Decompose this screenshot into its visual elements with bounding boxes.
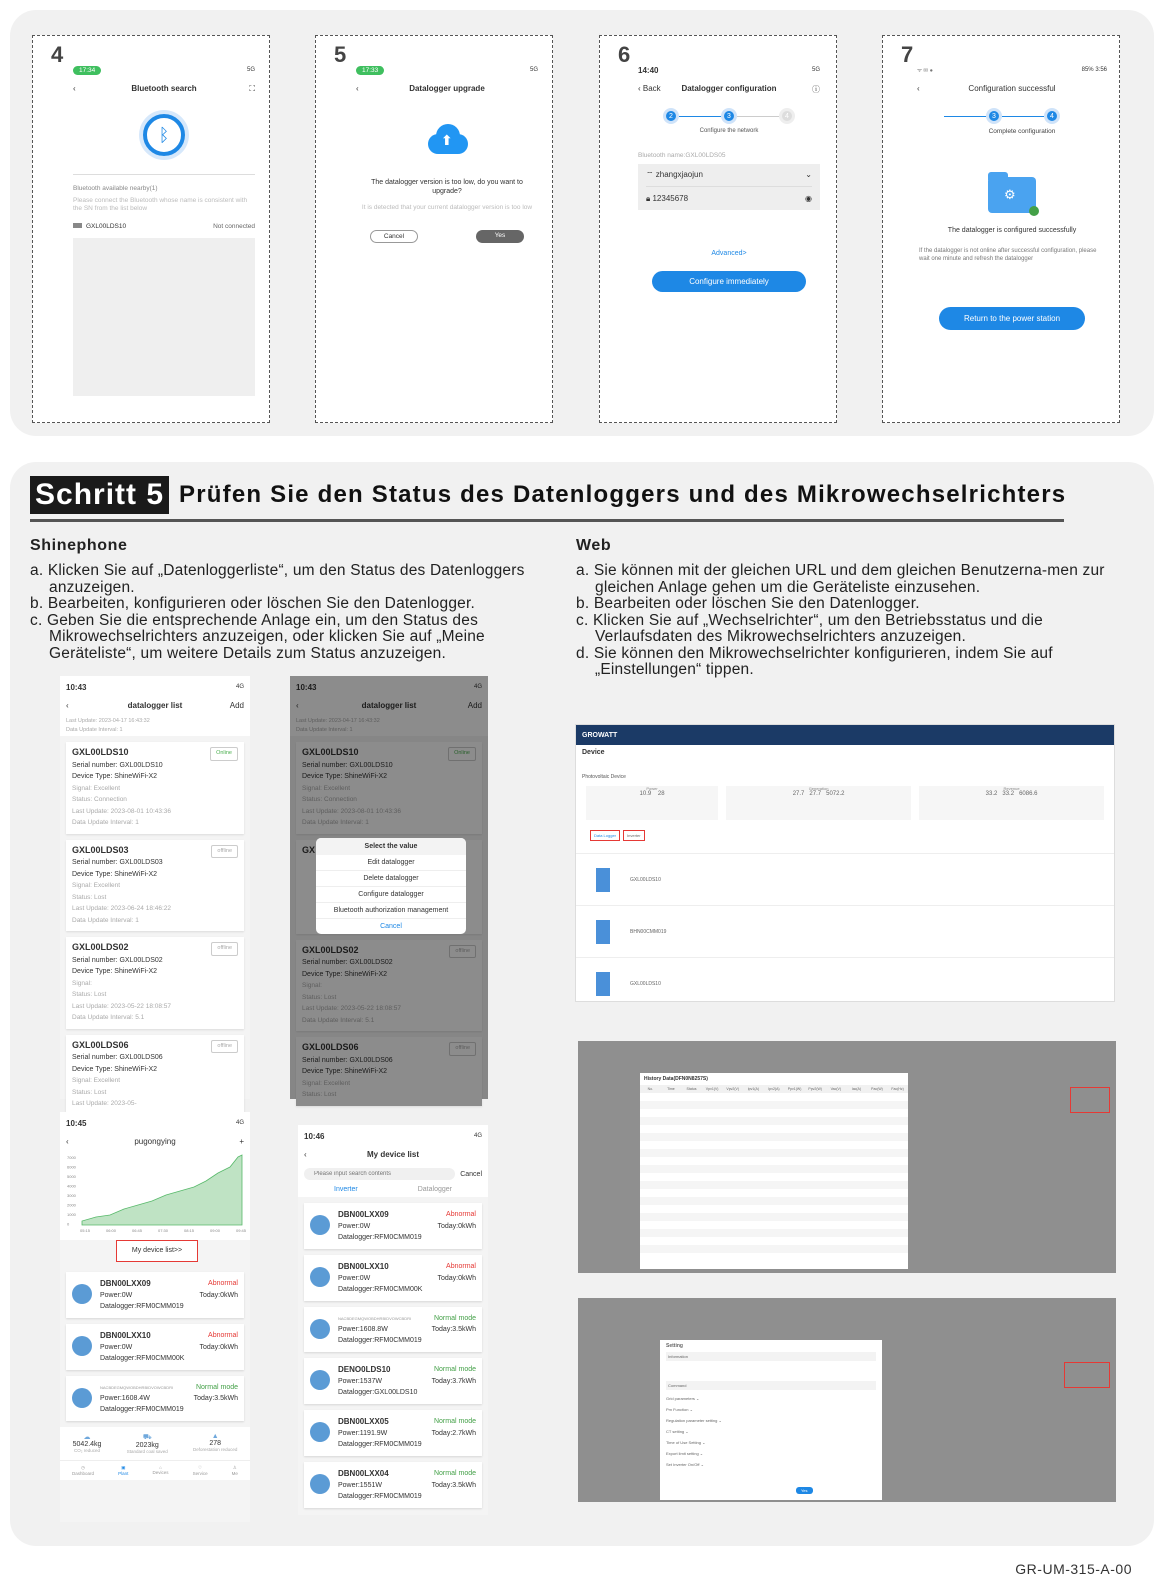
config-successful-screen: ᯤ ✉ ● 85% 3:56 ‹ Configuration successful 3 4 Complete configuration ⚙ The datalogger is configured successfully If the datalogger is not online after successful configuration, please wait one minute and refresh the datalogger Return to the power station — [917, 64, 1107, 330]
column-header: Time — [667, 1087, 675, 1091]
revenue-stats: Revenue 33.2 33.2 6086.6 — [919, 786, 1104, 820]
web-header — [576, 725, 1114, 745]
web-history-page — [578, 1041, 1116, 1273]
datalogger-card[interactable]: offline GXL00LDS03 Serial number: GXL00LDS03 Device Type: ShineWiFi-X2 Signal: Excellent Status: Lost Last Update: 2023-06-24 18:46:22 Data Update Interval: 1 — [66, 840, 244, 932]
setting-dialog: Setting Information Command Grid parameters ⌄ Pm Function ⌄ Regulation parameter setting ⌄ CT setting ⌄ Time of Use Setting ⌄ Export limit setting ⌄ Set Inverter On/Off ⌄ Yes — [660, 1340, 882, 1500]
x-tick-label: 06:45 — [132, 1228, 143, 1233]
advanced-link[interactable]: Advanced> — [711, 250, 747, 257]
datalogger-icon — [596, 920, 610, 944]
status-text: Abnormal — [208, 1332, 238, 1339]
setting-field[interactable]: Grid parameters ⌄ — [666, 1396, 700, 1401]
status-badge: offline — [211, 1040, 238, 1054]
step-dot-pending: 4 — [779, 108, 795, 124]
dialog-title: Select the value — [316, 838, 466, 855]
add-button[interactable]: Add — [229, 701, 244, 710]
yes-button[interactable]: Yes — [796, 1487, 813, 1494]
device-card[interactable]: NACBDEGMQWOBDHRBIDVOWCBDRI Normal mode Power:1608.8W Today:3.5kWh Datalogger:RFM0CMM019 — [304, 1307, 482, 1352]
device-card[interactable]: DBN00LXX09 Abnormal Power:0W Today:0kWh Datalogger:RFM0CMM019 — [66, 1272, 244, 1318]
tab-dashboard[interactable]: ◷ Dashboard — [72, 1465, 95, 1476]
back-icon[interactable]: ‹ — [66, 1137, 69, 1146]
step-number: 4 — [51, 42, 64, 67]
bluetooth-name: Bluetooth name:GXL00LDS05 — [638, 152, 726, 159]
web-heading: Web — [576, 537, 612, 554]
battery: 85% — [1081, 67, 1094, 73]
edit-datalogger-option[interactable]: Edit datalogger — [316, 855, 466, 871]
back-icon[interactable]: ‹ — [66, 701, 69, 710]
instruction-b: b. Bearbeiten, konfigurieren oder löschen Sie den Datenlogger. — [30, 595, 475, 612]
wifi-icon: ⌔ — [646, 170, 656, 179]
x-tick-label: 05:15 — [80, 1228, 91, 1233]
web-device-row[interactable]: BHN00CMM019 — [576, 905, 1114, 957]
time: 10:43 — [296, 682, 317, 692]
step-number: 5 — [334, 42, 347, 67]
dialog-cancel-button[interactable]: Cancel — [380, 923, 402, 930]
history-table-body — [640, 1093, 908, 1261]
column-header: Ipv2(A) — [768, 1087, 780, 1091]
y-tick-label: 1000 — [67, 1212, 76, 1217]
step-number: 7 — [901, 42, 914, 67]
screen-title: Bluetooth search — [131, 84, 197, 93]
y-tick-label: 4000 — [67, 1183, 76, 1189]
inverter-icon — [72, 1336, 92, 1356]
stats-row — [586, 786, 1104, 820]
device-card[interactable]: DBN00LXX09 Abnormal Power:0W Today:0kWh Datalogger:RFM0CMM019 — [304, 1203, 482, 1249]
time: 3:56 — [1095, 67, 1107, 73]
bluetooth-icon: ᛒ — [143, 114, 185, 156]
step-label: Complete configuration — [988, 128, 1056, 135]
tab-data-logger[interactable]: Data Logger — [590, 830, 620, 841]
screen-title: Datalogger configuration — [681, 84, 777, 93]
step-6-frame — [599, 35, 837, 423]
status-badge: offline — [211, 942, 238, 956]
web-setting-page — [578, 1298, 1116, 1502]
setting-title: Setting — [666, 1343, 683, 1349]
section-heading — [30, 476, 1066, 514]
select-value-dialog — [316, 838, 466, 934]
x-tick-label: 06:00 — [106, 1228, 117, 1233]
datalogger-icon — [596, 868, 610, 892]
datalogger-config-screen — [638, 64, 820, 292]
time: 10:45 — [66, 1118, 87, 1128]
status-text: Normal mode — [195, 1384, 238, 1391]
cancel-button[interactable]: Cancel — [370, 230, 418, 243]
web-device-row[interactable]: GXL00LDS10 — [576, 853, 1114, 905]
history-dialog — [640, 1073, 908, 1269]
tab-plant[interactable]: ▣ Plant — [118, 1465, 129, 1476]
instruction-c: c. Geben Sie die entsprechende Anlage ein, um den Status des Mikrowechselrichters anzuzeigen, oder klicken Sie auf „Meine Geräteliste“, um weitere Details zum Status anzuzeigen. — [30, 611, 485, 662]
time: 14:40 — [638, 65, 659, 75]
column-header: Ppv2(W) — [808, 1087, 822, 1091]
datalogger-icon — [596, 972, 610, 996]
screen-title: My device list — [366, 1150, 420, 1159]
logger-name: GXL00LDS10 — [72, 747, 129, 757]
device-card[interactable]: DBN00LXX05 Normal mode Power:1191.9W Today:2.7kWh Datalogger:RFM0CMM019 — [304, 1410, 482, 1456]
logger-name: GXL00LDS06 — [72, 1039, 129, 1050]
yes-button[interactable]: Yes — [476, 230, 524, 243]
column-header: No. — [647, 1087, 654, 1091]
inverter-icon — [310, 1370, 330, 1390]
stat-item: ▲ 278 Deforestation reduced — [193, 1433, 238, 1452]
inverter-icon — [310, 1319, 330, 1339]
web-device-row[interactable]: GXL00LDS10 — [576, 957, 1114, 1009]
heading-rule — [30, 519, 1064, 522]
setting-highlight — [1064, 1362, 1110, 1388]
datalogger-card[interactable]: offline GXL00LDS06 Serial number: GXL00LDS06 Device Type: ShineWiFi-X2 Signal: Excellent Status: Lost Last Update: 2023-05- — [66, 1035, 244, 1115]
last-update: Last Update: 2023-04-17 16:43:32 — [66, 718, 150, 724]
instruction-b: b. Bearbeiten oder löschen Sie den Datenlogger. — [576, 595, 920, 612]
plant-screen: 10:45 4G ‹ pugongying + 7000 6000 5000 4000 3000 2000 1000 0 05:15 06:00 06:45 07:30 08:15 09:00 09:45 My device list>> DBN00LXX09 Abnormal Power:0W Today:0kWh Datalogger:RFM0CMM019 DBN00LXX10 Abnormal Power:0W Today:0kWh Datalogger:RFM0CMM00K NACBDEGMQWOBDHRBIDVOWCBDRI Normal mode Power:1608.4W Today:3.5kWh Datalogger:RFM0CMM019 ☁ 5042.4kg CO₂ reduced ⛟ 2023kg Standard coal saved ▲ 278 Deforestation reduced ◷ Dashboard ▣ Plant ⌂ Devices ♡ Service ♙ Me — [60, 1112, 250, 1522]
lock-icon: 🔒︎ — [646, 194, 653, 203]
hint-text: Please connect the Bluetooth whose name is consistent with the SN from the list below — [73, 197, 248, 212]
setting-field[interactable]: Set Inverter On/Off ⌄ — [666, 1462, 704, 1467]
bottom-tab-bar — [60, 1460, 250, 1480]
step-4-frame — [32, 35, 270, 423]
cancel-button[interactable]: Cancel — [460, 1170, 482, 1178]
time: 10:43 — [66, 682, 87, 692]
upgrade-detail: It is detected that your current datalogger version is too low — [361, 204, 533, 211]
step-dot-active: 4 — [1044, 108, 1060, 124]
time: 17:34 — [73, 66, 101, 75]
column-header: Ppv1(W) — [787, 1087, 802, 1091]
history-title: History Data(DFN0N8257S) — [644, 1076, 708, 1082]
history-data-highlight — [1070, 1087, 1110, 1113]
device-card[interactable]: DENO0LDS10 Normal mode Power:1537W Today:3.7kWh Datalogger:GXL00LDS10 — [304, 1358, 482, 1404]
steps-panel — [10, 10, 1154, 436]
bluetooth-auth-option[interactable]: Bluetooth authorization management — [316, 903, 466, 919]
generation-stats: Generation 27.7 27.7 5072.2 — [726, 786, 911, 820]
brand-logo: GROWATT — [582, 731, 618, 739]
add-icon[interactable]: + — [239, 1137, 244, 1146]
progress-steps — [638, 108, 820, 124]
time: 10:46 — [304, 1131, 325, 1141]
update-interval: Data Update Interval: 1 — [66, 727, 123, 733]
step-5-panel — [10, 462, 1154, 1546]
step-number: 6 — [618, 42, 631, 67]
step-dot-active: 3 — [721, 108, 737, 124]
history-table-header — [640, 1085, 908, 1093]
setting-fields — [666, 1396, 876, 1467]
device-card[interactable]: DBN00LXX04 Normal mode Power:1551W Today:3.5kWh Datalogger:RFM0CMM019 — [304, 1462, 482, 1508]
device-name: GXL00LDS10 — [86, 223, 127, 230]
available-label: Bluetooth available nearby(1) — [73, 185, 158, 192]
power-stats: Power 10.9 28 — [586, 786, 718, 820]
device-card[interactable]: DBN00LXX10 Abnormal Power:0W Today:0kWh Datalogger:RFM0CMM00K — [304, 1255, 482, 1301]
back-icon[interactable]: ‹ — [304, 1150, 307, 1159]
datalogger-card[interactable]: offline GXL00LDS02 Serial number: GXL00LDS02 Device Type: ShineWiFi-X2 Signal: Status: Lost Last Update: 2023-05-22 18:08:57 Data Update Interval: 5.1 — [66, 937, 244, 1029]
wifi-select[interactable]: ⌔ zhangxjaojun ⌄ — [646, 170, 812, 187]
x-tick-label: 08:15 — [184, 1228, 195, 1233]
network: 4G — [235, 684, 244, 690]
tab-photovoltaic[interactable]: Photovoltaic Device — [582, 774, 626, 780]
inverter-icon — [310, 1474, 330, 1494]
column-header: Vpv1(V) — [705, 1087, 719, 1091]
instruction-d: d. Sie können den Mikrowechselrichter konfigurieren, indem Sie auf „Einstellungen“ tippen. — [576, 644, 1053, 678]
device-card[interactable]: DBN00LXX10 Abnormal Power:0W Today:0kWh Datalogger:RFM0CMM00K — [66, 1324, 244, 1370]
document-code: GR-UM-315-A-00 — [1015, 1561, 1132, 1577]
instruction-a: a. Klicken Sie auf „Datenloggerliste“, um den Status des Datenloggers anzuzeigen. — [30, 562, 525, 596]
web-device-page — [575, 724, 1115, 1002]
step-5-frame — [315, 35, 553, 423]
y-tick-label: 3000 — [67, 1193, 76, 1198]
tab-inverter[interactable]: Inverter — [623, 830, 645, 841]
device-status: Not connected — [213, 223, 255, 230]
help-icon[interactable]: ⓘ — [812, 85, 820, 94]
x-tick-label: 09:45 — [236, 1228, 247, 1233]
power-area — [82, 1155, 242, 1225]
inverter-icon — [72, 1388, 92, 1408]
shinephone-heading: Shinephone — [30, 537, 128, 554]
tab-devices[interactable]: ⌂ Devices — [152, 1465, 169, 1475]
section-title: Prüfen Sie den Status des Datenloggers und des Mikrowechselrichters — [179, 481, 1067, 508]
inverter-icon — [72, 1284, 92, 1304]
scan-icon[interactable]: ⛶ — [249, 84, 255, 93]
column-header: Status — [686, 1087, 697, 1091]
bluetooth-search-screen — [73, 64, 255, 396]
screen-title: datalogger list — [127, 701, 183, 710]
delete-datalogger-option[interactable]: Delete datalogger — [316, 871, 466, 887]
step-dot: 3 — [986, 108, 1002, 124]
success-note: If the datalogger is not online after successful configuration, please wait one minute and refresh the datalogger — [919, 248, 1097, 262]
inverter-icon — [310, 1215, 330, 1235]
datalogger-upgrade-screen — [356, 64, 538, 243]
column-header: Iac(A) — [851, 1087, 862, 1091]
step-7-frame — [882, 35, 1120, 423]
x-tick-label: 09:00 — [210, 1228, 221, 1233]
tab-me[interactable]: ♙ Me — [231, 1465, 238, 1476]
datalogger-list-screen — [60, 676, 250, 1107]
setting-field[interactable]: Time of Use Setting ⌄ — [666, 1440, 706, 1445]
success-message: The datalogger is configured successfully — [947, 227, 1077, 234]
step-dot: 2 — [663, 108, 679, 124]
configure-button[interactable]: Configure immediately — [652, 271, 806, 292]
back-icon[interactable]: ‹ — [73, 84, 76, 93]
status-badge: Online — [210, 747, 238, 761]
screen-title: Datalogger upgrade — [409, 84, 485, 93]
time: 17:33 — [356, 66, 384, 75]
stat-item: ☁ 5042.4kg CO₂ reduced — [72, 1434, 102, 1453]
setting-field[interactable]: Pm Function ⌄ — [666, 1407, 693, 1412]
shinephone-instructions — [30, 563, 560, 662]
tab-inverter[interactable]: Inverter — [334, 1186, 358, 1193]
password-field[interactable]: 🔒︎ 12345678 ◉ — [646, 194, 812, 203]
step-label: Schritt 5 — [30, 476, 169, 514]
status-text: Abnormal — [208, 1280, 238, 1287]
setting-field[interactable]: Export limit setting ⌄ — [666, 1451, 704, 1456]
status-badge: offline — [211, 845, 238, 859]
tab-datalogger[interactable]: Datalogger — [417, 1186, 452, 1193]
logger-name: GXL00LDS02 — [72, 942, 129, 952]
tab-service[interactable]: ♡ Service — [192, 1465, 208, 1476]
environment-stats — [60, 1427, 250, 1460]
column-header: Ipv1(A) — [747, 1087, 759, 1091]
device-card[interactable]: NACBDEGMQWOBDHRBIDVOWCBDRI Normal mode Power:1608.4W Today:3.5kWh Datalogger:RFM0CMM019 — [66, 1376, 244, 1421]
x-tick-label: 07:30 — [158, 1228, 169, 1233]
y-tick-label: 6000 — [67, 1164, 76, 1170]
inverter-icon — [310, 1422, 330, 1442]
column-header: Vpv2(V) — [726, 1087, 740, 1091]
column-header: Fac(Hz) — [891, 1087, 904, 1091]
column-header: Pac(W) — [871, 1087, 883, 1091]
power-chart — [66, 1151, 247, 1235]
signal: 5G — [811, 67, 820, 73]
eye-icon[interactable]: ◉ — [805, 194, 812, 203]
inverter-icon — [310, 1267, 330, 1287]
bluetooth-device-row[interactable] — [73, 223, 255, 230]
setting-field[interactable]: CT setting ⌄ — [666, 1429, 689, 1434]
step-label: Configure the network — [699, 128, 759, 134]
progress-steps — [917, 108, 1107, 124]
folder-settings-icon: ⚙ — [988, 177, 1036, 213]
instruction-a: a. Sie können mit der gleichen URL und dem gleichen Benutzerna-men zur gleichen Anlage gehen um die Geräteliste einzusehen. — [576, 562, 1105, 596]
column-header: Vac(V) — [830, 1087, 841, 1091]
y-tick-label: 2000 — [67, 1202, 76, 1208]
y-tick-label: 0 — [67, 1221, 70, 1227]
device-icon — [73, 223, 82, 228]
stat-item: ⛟ 2023kg Standard coal saved — [126, 1434, 168, 1454]
chevron-down-icon: ⌄ — [805, 170, 812, 179]
cloud-upload-icon: ⬆ — [424, 124, 470, 156]
back-icon[interactable]: ‹ — [917, 84, 920, 93]
search-input[interactable] — [304, 1168, 455, 1180]
page-title: Device — [582, 749, 605, 756]
back-icon[interactable]: ‹ — [356, 84, 359, 93]
web-instructions — [576, 563, 1132, 679]
setting-field[interactable]: Regulation parameter setting ⌄ — [666, 1418, 722, 1423]
plant-name[interactable]: pugongying — [134, 1137, 176, 1146]
list-area — [73, 238, 255, 396]
y-tick-label: 7000 — [67, 1155, 76, 1160]
back-link[interactable]: ‹ Back — [638, 84, 661, 93]
upgrade-question: The datalogger version is too low, do you want to upgrade? — [371, 179, 523, 195]
screen-title: Configuration successful — [968, 84, 1056, 93]
datalogger-options-screen: 10:43 4G ‹ datalogger list Add Last Update: 2023-04-17 16:43:32 Data Update Interval: 1 Online GXL00LDS10 Serial number: GXL00LDS10 Device Type: ShineWiFi-X2 Signal: Excellent Status: Connection Last Update: 2023-08-01 10:43:36 Data Update Interval: 1 GX offline GXL00LDS02 Serial number: GXL00LDS02 Device Type: ShineWiFi-X2 Signal: Status: Lost Last Update: 2023-05-22 18:08:57 Data Update Interval: 5.1 offline GXL00LDS06 Serial number: GXL00LDS06 Device Type: ShineWiFi-X2 Signal: Excellent Status: Lost Select the value Edit datalogger Delete datalogger Configure datalogger Bluetooth authorization management Cancel — [290, 676, 488, 1099]
logger-name: GXL00LDS03 — [72, 844, 129, 855]
configure-datalogger-option[interactable]: Configure datalogger — [316, 887, 466, 903]
datalogger-card[interactable]: Online GXL00LDS10 Serial number: GXL00LDS10 Device Type: ShineWiFi-X2 Signal: Excellent Status: Connection Last Update: 2023-08-01 10:43:36 Data Update Interval: 1 — [66, 742, 244, 834]
signal: 5G — [529, 67, 538, 73]
my-device-list-link[interactable]: My device list>> — [116, 1240, 198, 1262]
my-device-list-screen: 10:46 4G ‹ My device list Please input search contents Cancel Inverter Datalogger DBN00LXX09 Abnormal Power:0W Today:0kWh Datalogger:RFM0CMM019 DBN00LXX10 Abnormal Power:0W Today:0kWh Datalogger:RFM0CMM00K NACBDEGMQWOBDHRBIDVOWCBDRI Normal mode Power:1608.8W Today:3.5kWh Datalogger:RFM0CMM019 DENO0LDS10 Normal mode Power:1537W Today:3.7kWh Datalogger:GXL00LDS10 DBN00LXX05 Normal mode Power:1191.9W Today:2.7kWh Datalogger:RFM0CMM019 DBN00LXX04 Normal mode Power:1551W Today:3.5kWh Datalogger:RFM0CMM019 — [298, 1125, 488, 1515]
signal: 5G — [246, 67, 255, 73]
y-tick-label: 5000 — [67, 1174, 76, 1179]
instruction-c: c. Klicken Sie auf „Wechselrichter“, um den Betriebsstatus und die Verlaufsdaten des Mikrowechselrichters anzuzeigen. — [576, 611, 1043, 645]
return-button[interactable]: Return to the power station — [939, 307, 1085, 330]
